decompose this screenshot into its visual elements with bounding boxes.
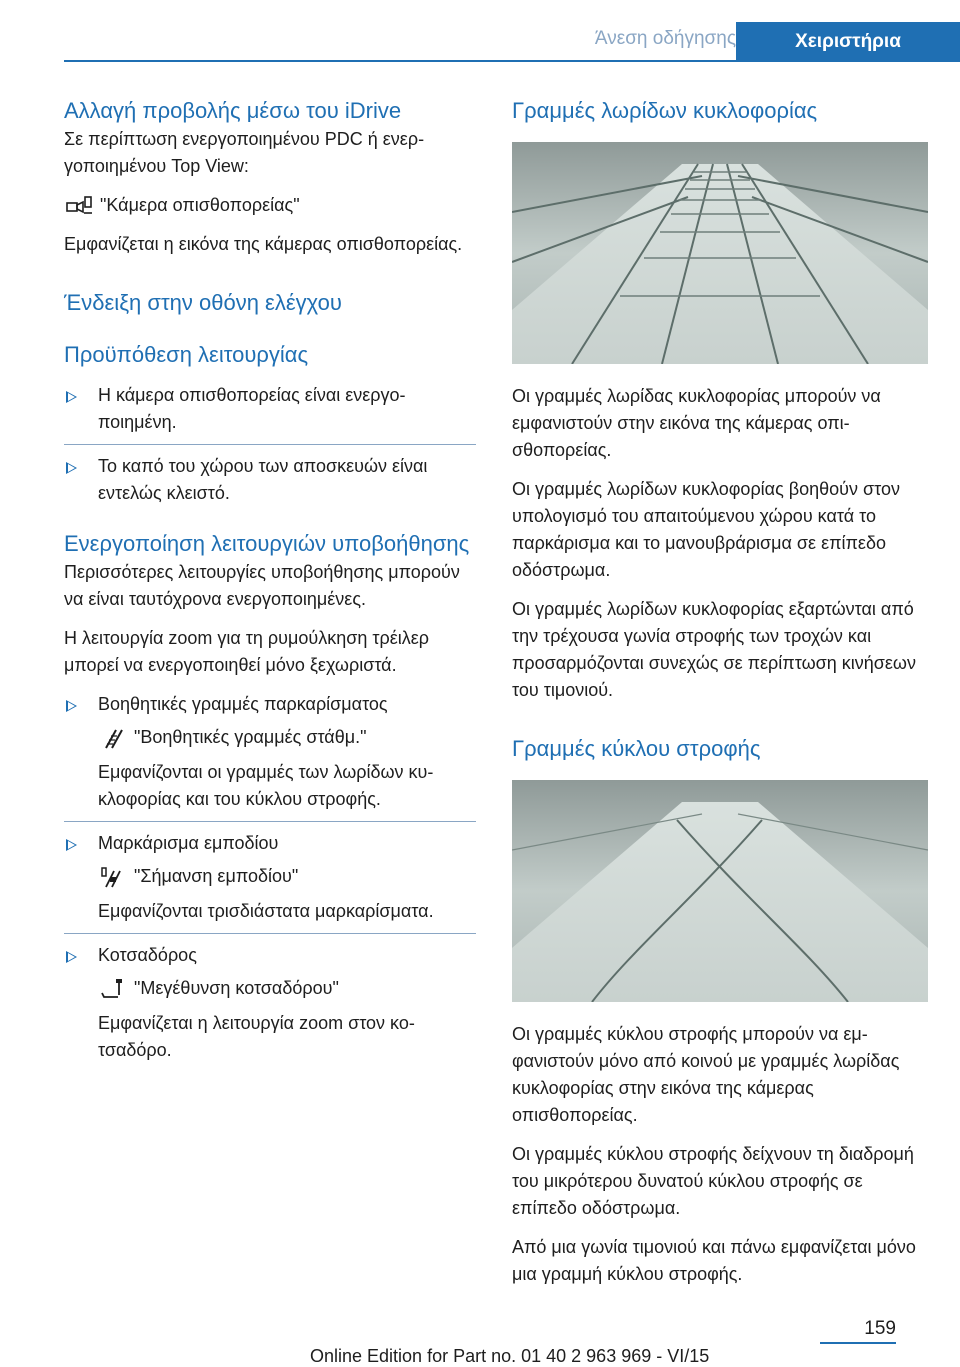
trailer-hitch-icon [98, 977, 128, 1001]
list-item: Το καπό του χώρου των αποσκευών είναι εντελώς κλειστό. [64, 453, 476, 507]
bullet-triangle-icon [66, 700, 77, 712]
page-number: 159 [864, 1318, 896, 1339]
edition-note: Online Edition for Part no. 01 40 2 963 969 - VI/15 [310, 1346, 710, 1366]
list-item: Κοτσαδόρος [64, 942, 476, 969]
left-column [64, 96, 476, 1064]
camera-option-label: "Κάμερα οπισθοπορείας" [100, 195, 300, 215]
paragraph-turn-2: Οι γραμμές κύκλου στροφής δείχνουν τη διαδρομή του μικρότερου δυνατού κύκλου στροφής σε επίπεδο οδόστρωμα. [512, 1144, 914, 1218]
divider [64, 444, 476, 445]
parking-lines-option: "Βοηθητικές γραμμές στάθμ." [64, 724, 476, 751]
section-title: Άνεση οδήγησης [594, 28, 736, 49]
parking-lines-icon [98, 726, 128, 750]
paragraph-lanes-1: Οι γραμμές λωρίδας κυκλοφορίας μπορούν να εμφανιστούν στην εικόνα της κάμερας οπισθοπορείας. [512, 386, 881, 460]
paragraph-turn-3: Από μια γωνία τιμονιού και πάνω εμφανίζεται μόνο μια γραμμή κύκλου στροφής. [512, 1237, 916, 1284]
paragraph-assist-2: Η λειτουργία zoom για τη ρυμούλκηση τρέιλερ μπορεί να ενεργοποιηθεί μόνο ξεχωριστά. [64, 628, 430, 675]
bullet-triangle-icon [66, 839, 77, 851]
paragraph-idrive: Σε περίπτωση ενεργοποιημένου PDC ή ενεργοποιημένου Top View: [64, 129, 425, 176]
heading-idrive: Αλλαγή προβολής μέσω του iDrive [64, 98, 402, 123]
paragraph-assist-1: Περισσότερες λειτουργίες υποβοήθησης μπορούν να είναι ταυτόχρονα ενεργοποιημένες. [64, 562, 460, 609]
heading-lane-lines: Γραμμές λωρίδων κυκλοφορίας [512, 98, 818, 123]
divider [64, 933, 476, 934]
chapter-tab: Χειριστήρια [736, 22, 960, 62]
paragraph-turn-1: Οι γραμμές κύκλου στροφής μπορούν να εμφανιστούν μόνο από κοινού με γραμμές λωρίδας κυκλοφορίας στην εικόνα της κάμερας οπισθοπορείας. [512, 1024, 900, 1125]
heading-display: Ένδειξη στην οθόνη ελέγχου [64, 290, 342, 315]
header-rule [64, 60, 960, 62]
bullet-triangle-icon [66, 391, 77, 403]
obstacle-marking-option: "Σήμανση εμποδίου" [64, 863, 476, 890]
lane-lines-figure [512, 142, 928, 364]
heading-assist-functions: Ενεργοποίηση λειτουργιών υποβοήθησης [64, 531, 470, 556]
heading-prerequisite: Προϋπόθεση λειτουργίας [64, 342, 309, 367]
item-description: Εμφανίζονται τρισδιάστατα μαρκαρίσματα. [98, 901, 434, 921]
paragraph-camera: Εμφανίζεται η εικόνα της κάμερας οπισθοπορείας. [64, 234, 463, 254]
rear-camera-icon [64, 194, 94, 218]
paragraph-lanes-3: Οι γραμμές λωρίδων κυκλοφορίας εξαρτώνται από την τρέχουσα γωνία στροφής των τροχών και προσαρμόζονται συνεχώς σε περίπτωση κινήσεων του τιμονιού. [512, 599, 916, 700]
item-description: Εμφανίζεται η λειτουργία zoom στον κοτσαδόρο. [98, 1013, 415, 1060]
list-item: Η κάμερα οπισθοπορείας είναι ενεργοποιημένη. [64, 382, 476, 436]
bullet-triangle-icon [66, 951, 77, 963]
footer-rule [820, 1342, 896, 1344]
list-item: Βοηθητικές γραμμές παρκαρίσματος [64, 691, 476, 718]
turning-circle-figure [512, 780, 928, 1002]
bullet-triangle-icon [66, 462, 77, 474]
divider [64, 821, 476, 822]
obstacle-marking-icon [98, 865, 128, 889]
item-description: Εμφανίζονται οι γραμμές των λωρίδων κυκλοφορίας και του κύκλου στροφής. [98, 762, 434, 809]
camera-option [64, 192, 476, 219]
list-item: Μαρκάρισμα εμποδίου [64, 830, 476, 857]
heading-turning-circle: Γραμμές κύκλου στροφής [512, 736, 761, 761]
paragraph-lanes-2: Οι γραμμές λωρίδων κυκλοφορίας βοηθούν στον υπολογισμό του απαιτούμενου χώρου κατά το παρκάρισμα και το μανουβράρισμα σε επίπεδο οδόστρωμα. [512, 479, 900, 580]
page-header [64, 22, 960, 62]
right-column [512, 96, 928, 1288]
trailer-hitch-option: "Μεγέθυνση κοτσαδόρου" [64, 975, 476, 1002]
